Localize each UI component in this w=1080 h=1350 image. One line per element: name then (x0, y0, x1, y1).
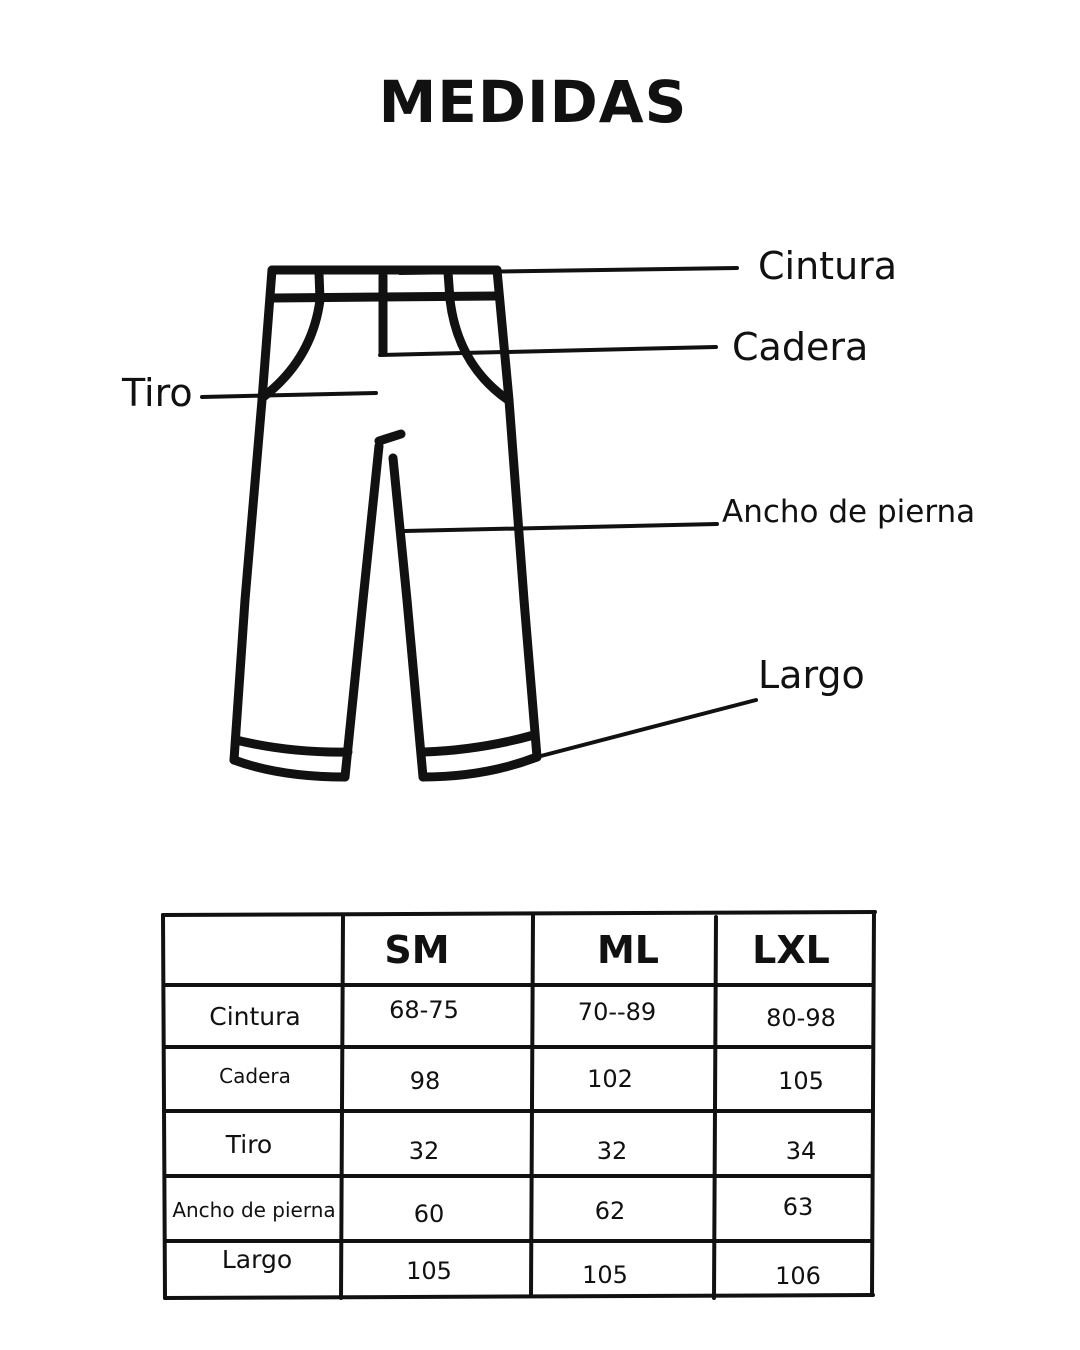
cell-cadera-ml: 102 (587, 1065, 633, 1093)
row-label-ancho-de-pierna: Ancho de pierna (172, 1198, 336, 1222)
cell-tiro-ml: 32 (596, 1137, 628, 1165)
label-ancho-de-pierna: Ancho de pierna (722, 494, 976, 530)
cell-ancho-sm: 60 (413, 1200, 445, 1228)
cell-largo-ml: 105 (582, 1261, 628, 1289)
pants-outline (234, 270, 537, 777)
page-title: MEDIDAS (378, 68, 688, 136)
row-label-largo: Largo (221, 1245, 293, 1274)
leader-line-ancho (405, 524, 717, 531)
cell-cintura-lxl: 80-98 (766, 1004, 836, 1032)
cell-ancho-ml: 62 (594, 1197, 626, 1225)
leader-line-largo (537, 700, 756, 757)
column-header-lxl: LXL (752, 928, 830, 972)
cell-largo-lxl: 106 (775, 1262, 821, 1290)
row-label-cadera: Cadera (219, 1064, 291, 1088)
cell-largo-sm: 105 (406, 1257, 452, 1285)
label-cadera: Cadera (732, 325, 869, 369)
cell-cadera-lxl: 105 (778, 1067, 824, 1095)
cell-tiro-lxl: 34 (785, 1137, 817, 1165)
cell-ancho-lxl: 63 (782, 1193, 814, 1221)
cell-cintura-ml: 70--89 (577, 998, 657, 1026)
label-largo: Largo (758, 653, 865, 697)
leader-line-cadera (380, 347, 716, 355)
cell-tiro-sm: 32 (408, 1137, 440, 1165)
label-tiro: Tiro (122, 371, 193, 415)
label-cintura: Cintura (758, 244, 898, 288)
column-header-sm: SM (384, 928, 450, 972)
row-label-tiro: Tiro (225, 1130, 273, 1159)
cell-cintura-sm: 68-75 (389, 996, 459, 1024)
leader-lines (202, 268, 756, 757)
cell-cadera-sm: 98 (409, 1067, 441, 1095)
leader-line-tiro (202, 393, 376, 397)
column-header-ml: ML (596, 928, 660, 972)
row-label-cintura: Cintura (209, 1002, 301, 1031)
